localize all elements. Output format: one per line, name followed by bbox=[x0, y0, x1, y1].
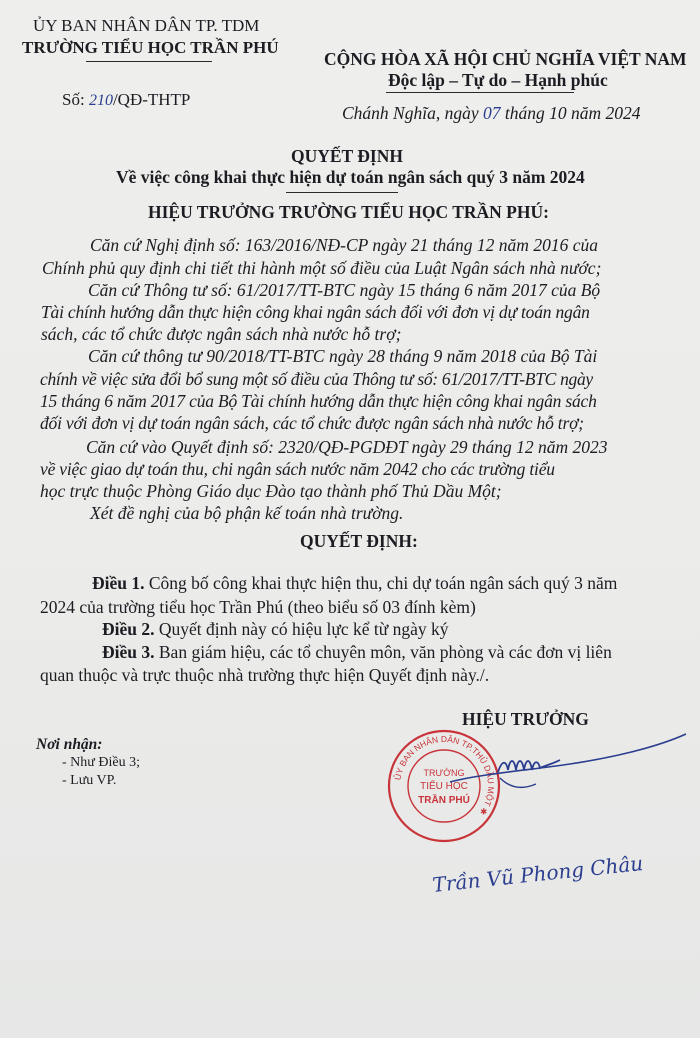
handwritten-number: 210 bbox=[88, 92, 113, 109]
basis-line: sách, các tổ chức được ngân sách nhà nước hỗ trợ; bbox=[41, 324, 402, 344]
basis-line: Căn cứ Nghị định số: 163/2016/NĐ-CP ngày 21 tháng 12 năm 2016 của bbox=[90, 235, 598, 255]
basis-line: chính về việc sửa đổi bổ sung một số điều của Thông tư số: 61/2017/TT-BTC ngày bbox=[40, 369, 593, 389]
subject-underline bbox=[286, 192, 398, 193]
recipient-item: - Như Điều 3; bbox=[62, 755, 140, 770]
seal-line-3: TRẦN PHÚ bbox=[418, 795, 470, 806]
basis-line: Căn cứ vào Quyết định số: 2320/QĐ-PGDĐT ngày 29 tháng 12 năm 2023 bbox=[86, 437, 608, 457]
country-name: CỘNG HÒA XÃ HỘI CHỦ NGHĨA VIỆT NAM bbox=[324, 49, 687, 69]
document-subject: Về việc công khai thực hiện dự toán ngân sách quý 3 năm 2024 bbox=[116, 167, 585, 187]
seal-line-1: TRƯỜNG bbox=[423, 768, 465, 778]
national-motto: Độc lập – Tự do – Hạnh phúc bbox=[388, 70, 608, 90]
basis-line: 15 tháng 6 năm 2017 của Bộ Tài chính hướng dẫn thực hiện công khai ngân sách bbox=[40, 391, 597, 411]
basis-line: Căn cứ thông tư 90/2018/TT-BTC ngày 28 tháng 9 năm 2018 của Bộ Tài bbox=[88, 346, 598, 366]
place-date: Chánh Nghĩa, ngày 07 tháng 10 năm 2024 bbox=[342, 103, 641, 123]
svg-text:ỦY BAN NHÂN DÂN TP.THỦ DẦU MỘT: ỦY BAN NHÂN DÂN TP.THỦ DẦU MỘT ✱ bbox=[392, 733, 497, 818]
article-3-continued: quan thuộc và trực thuộc nhà trường thực hiện Quyết định này./. bbox=[40, 665, 490, 685]
basis-line: về việc giao dự toán thu, chi ngân sách nước năm 2042 cho các trường tiểu bbox=[40, 459, 555, 479]
basis-line: Xét đề nghị của bộ phận kế toán nhà trường. bbox=[90, 503, 404, 523]
basis-line: Tài chính hướng dẫn thực hiện công khai ngân sách đối với đơn vị dự toán ngân bbox=[41, 302, 590, 322]
decision-heading: QUYẾT ĐỊNH: bbox=[300, 531, 418, 551]
agency-name: ỦY BAN NHÂN DÂN TP. TDM bbox=[33, 16, 260, 35]
motto-underline bbox=[386, 92, 574, 93]
signer-name: Trần Vũ Phong Châu bbox=[431, 851, 645, 897]
basis-line: đối với đơn vị dự toán ngân sách, các tổ chức được ngân sách nhà nước hỗ trợ; bbox=[40, 413, 584, 433]
issuing-authority: HIỆU TRƯỞNG TRƯỜNG TIỂU HỌC TRẦN PHÚ: bbox=[148, 202, 549, 222]
basis-line: học trực thuộc Phòng Giáo dục Đào tạo thành phố Thủ Dầu Một; bbox=[40, 481, 502, 501]
seal-line-2: TIỂU HỌC bbox=[420, 781, 468, 792]
basis-line: Chính phủ quy định chi tiết thi hành một số điều của Luật Ngân sách nhà nước; bbox=[42, 258, 602, 278]
document-number: Số: 210/QĐ-THTP bbox=[62, 90, 191, 109]
recipients-heading: Nơi nhận: bbox=[36, 736, 103, 753]
article-2: Điều 2. Quyết định này có hiệu lực kể từ ngày ký bbox=[102, 619, 449, 639]
article-1: Điều 1. Công bố công khai thực hiện thu, chi dự toán ngân sách quý 3 năm bbox=[92, 573, 618, 593]
basis-line: Căn cứ Thông tư số: 61/2017/TT-BTC ngày 15 tháng 6 năm 2017 của Bộ bbox=[88, 280, 601, 300]
article-1-continued: 2024 của trường tiểu học Trần Phú (theo biểu số 03 đính kèm) bbox=[40, 597, 476, 617]
signer-title: HIỆU TRƯỞNG bbox=[462, 709, 589, 729]
school-name: TRƯỜNG TIỂU HỌC TRẦN PHÚ bbox=[22, 38, 279, 57]
article-3: Điều 3. Ban giám hiệu, các tổ chuyên môn, văn phòng và các đơn vị liên bbox=[102, 642, 612, 662]
document-title: QUYẾT ĐỊNH bbox=[291, 146, 403, 166]
school-underline bbox=[86, 61, 212, 62]
handwritten-signature bbox=[440, 730, 690, 800]
recipient-item: - Lưu VP. bbox=[62, 773, 117, 788]
handwritten-day: 07 bbox=[482, 103, 501, 123]
